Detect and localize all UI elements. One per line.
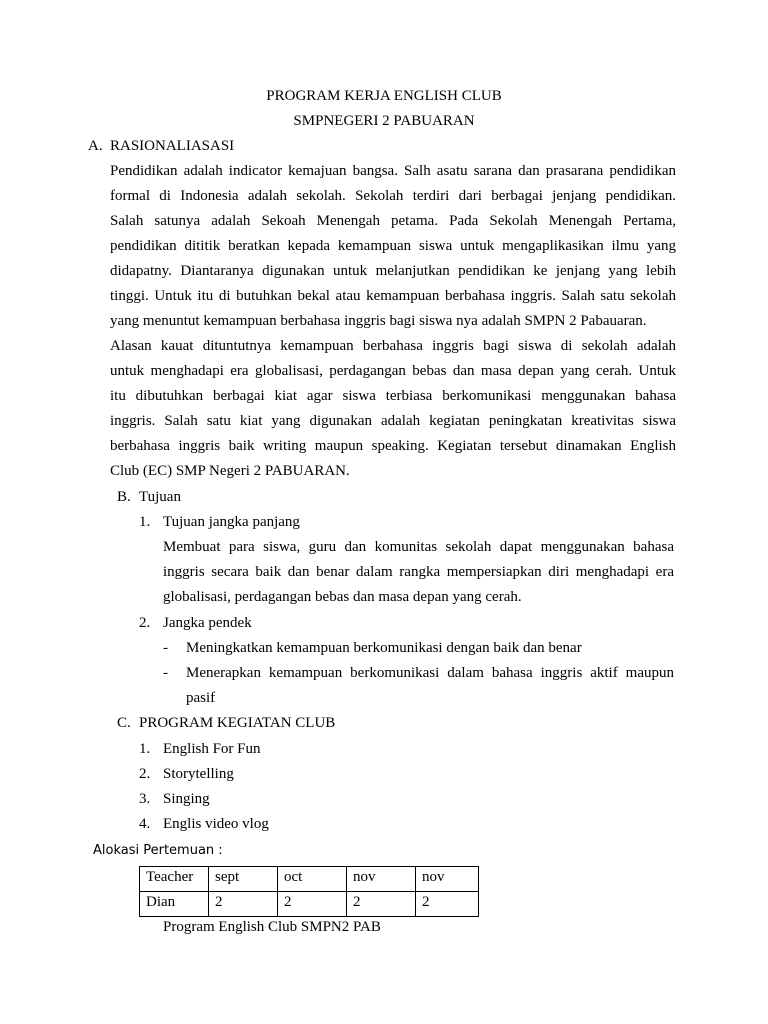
paragraph-line: Salah satunya adalah Sekoah Menengah petama. Pada Sekolah Menengah Pertama, bbox=[110, 213, 676, 229]
footer-caption: Program English Club SMPN2 PAB bbox=[163, 919, 381, 935]
paragraph-line: pendidikan dititik beratkan kepada kemampuan siswa untuk mengaplikasikan ilmu yang bbox=[110, 238, 676, 254]
list-marker: 2. bbox=[139, 615, 151, 631]
paragraph-line: Pendidikan adalah indicator kemajuan bangsa. Salh asatu sarana dan prasarana pendidikan bbox=[110, 163, 676, 179]
program-item: Storytelling bbox=[163, 766, 234, 782]
paragraph-line: untuk menghadapi era globalisasi, perdagangan bebas dan masa depan yang cerah. Untuk bbox=[110, 363, 676, 379]
bullet-text: Menerapkan kemampuan berkomunikasi dalam bahasa inggris aktif maupun bbox=[186, 665, 674, 681]
allocation-table bbox=[139, 866, 479, 917]
table-row bbox=[140, 892, 479, 917]
table-cell: 2 bbox=[347, 892, 416, 917]
table-cell: 2 bbox=[416, 892, 479, 917]
section-c-heading: PROGRAM KEGIATAN CLUB bbox=[139, 715, 336, 731]
program-item: Singing bbox=[163, 791, 210, 807]
list-item-label: Tujuan jangka panjang bbox=[163, 514, 300, 530]
table-header-row bbox=[140, 867, 479, 892]
paragraph-line: Membuat para siswa, guru dan komunitas sekolah dapat menggunakan bahasa bbox=[163, 539, 674, 555]
paragraph-line: inggris secara baik dan benar dalam rangka mempersiapkan diri menghadapi era bbox=[163, 564, 674, 580]
paragraph-line: Club (EC) SMP Negeri 2 PABUARAN. bbox=[110, 463, 350, 479]
table-header-cell: nov bbox=[347, 867, 416, 892]
paragraph-line: inggris. Salah satu kiat yang digunakan adalah kegiatan peningkatan kreativitas siswa bbox=[110, 413, 676, 429]
bullet-text: pasif bbox=[186, 690, 216, 706]
allocation-label: Alokasi Pertemuan : bbox=[93, 843, 223, 858]
document-title: PROGRAM KERJA ENGLISH CLUB bbox=[266, 88, 502, 104]
paragraph-line: yang menuntut kemampuan berbahasa inggris bagi siswa nya adalah SMPN 2 Pabauaran. bbox=[110, 313, 647, 329]
paragraph-line: globalisasi, perdagangan bebas dan masa depan yang cerah. bbox=[163, 589, 522, 605]
list-marker: 3. bbox=[139, 791, 151, 807]
table-header-cell: nov bbox=[416, 867, 479, 892]
paragraph-line: berbahasa inggris baik writing maupun speaking. Kegiatan tersebut dinamakan English bbox=[110, 438, 676, 454]
table-header-cell: sept bbox=[209, 867, 278, 892]
paragraph-line: didapatny. Diantaranya digunakan untuk melanjutkan pendidikan ke jenjang yang lebih bbox=[110, 263, 676, 279]
section-b-heading: Tujuan bbox=[139, 489, 181, 505]
paragraph-line: Alasan kauat dituntutnya kemampuan berbahasa inggris bagi siswa di sekolah adalah bbox=[110, 338, 676, 354]
document-subtitle: SMPNEGERI 2 PABUARAN bbox=[293, 113, 475, 129]
section-a-heading: RASIONALIASASI bbox=[110, 138, 235, 154]
table-cell: 2 bbox=[209, 892, 278, 917]
bullet-text: Meningkatkan kemampuan berkomunikasi dengan baik dan benar bbox=[186, 640, 582, 656]
bullet-dash: - bbox=[163, 640, 168, 656]
section-b-marker: B. bbox=[117, 489, 131, 505]
program-item: Englis video vlog bbox=[163, 816, 269, 832]
list-marker: 4. bbox=[139, 816, 151, 832]
table-header-cell: Teacher bbox=[140, 867, 209, 892]
paragraph-line: tinggi. Untuk itu di butuhkan bekal atau kemampuan berbahasa inggris. Salah satu sekolah bbox=[110, 288, 676, 304]
paragraph-line: itu dibutuhkan berbagai kiat agar siswa terbiasa berkomunikasi menggunakan bahasa bbox=[110, 388, 676, 404]
bullet-dash: - bbox=[163, 665, 168, 681]
list-marker: 1. bbox=[139, 514, 151, 530]
paragraph-line: formal di Indonesia adalah sekolah. Sekolah terdiri dari berbagai jenjang pendidikan. bbox=[110, 188, 676, 204]
table-cell: 2 bbox=[278, 892, 347, 917]
section-c-marker: C. bbox=[117, 715, 131, 731]
program-item: English For Fun bbox=[163, 741, 261, 757]
table-header-cell: oct bbox=[278, 867, 347, 892]
list-marker: 1. bbox=[139, 741, 151, 757]
list-item-label: Jangka pendek bbox=[163, 615, 252, 631]
list-marker: 2. bbox=[139, 766, 151, 782]
table-cell: Dian bbox=[140, 892, 209, 917]
section-a-marker: A. bbox=[88, 138, 103, 154]
